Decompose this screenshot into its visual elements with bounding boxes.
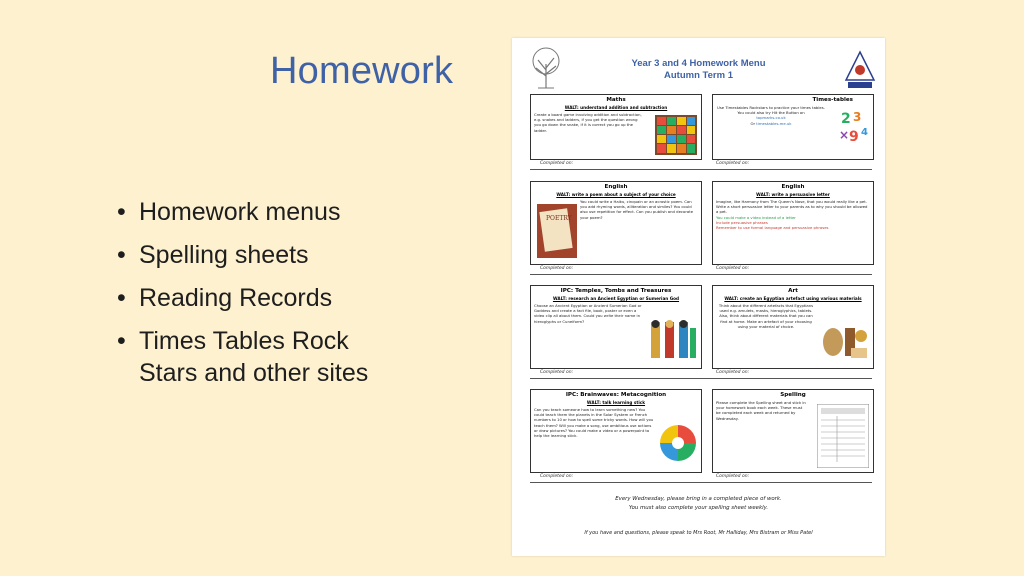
english-letter-red2: Remember to use formal language and persuasive phrases [716,225,829,231]
english-poem-walt: WALT: write a poem about a subject of your choice [556,192,676,197]
times-tables-box [712,94,874,160]
slide-title: Homework [270,50,454,92]
completed-label: Completed on: [540,161,574,166]
maths-walt: WALT: understand addition and subtraction [564,105,668,110]
completed-label: Completed on: [540,474,574,479]
completed-label: Completed on: [716,474,750,479]
egyptian-gods-icon [649,318,697,362]
times-tables-text [713,103,829,128]
english-letter-walt: WALT: write a persuasive letter [756,192,830,197]
ipc-temples-walt: WALT: research an Ancient Egyptian or Sumerian God [552,296,680,301]
numbers-icon [839,109,871,149]
completed-label: Completed on: [716,266,750,271]
art-walt: WALT: create an Egyptian artefact using various materials [724,296,862,301]
doc-title-line1: Year 3 and 4 Homework Menu [631,58,766,69]
english-letter-title: English [781,184,805,190]
times-tables-title: Times-tables [812,97,853,103]
spelling-title: Spelling [780,392,806,398]
ipc-brainwaves-box [530,389,702,473]
english-letter-body: Imagine, like Harmony from The Queen's Nose, that you would really like a pet. Write a short persuasive letter to your parents as to why you should be allowed a pet. [716,199,868,215]
english-poem-box [530,181,702,265]
topmarks-link[interactable]: topmarks.co.uk [756,115,786,121]
spelling-text: Please complete the Spelling sheet and stick in your homework book each week. These must be completed each week and returned by Wednesday. [716,400,806,421]
completed-label: Completed on: [716,370,750,375]
timestables-link[interactable]: timestables.me.uk [756,120,792,126]
svg-text:2: 2 [841,111,851,127]
divider [530,274,872,275]
english-letter-red1: Include persuasive phrases [716,219,768,225]
footer-line1: Every Wednesday, please bring in a completed piece of work. [615,496,782,502]
english-letter-green: You could make a video instead of a letter [716,214,796,220]
maths-text: Create a board game involving addition and subtraction, e.g. snakes and ladders, if you get the question wrong you go down the snake, if it is correct you go up the ladder. [534,112,642,133]
divider [530,378,872,379]
divider [530,482,872,483]
doc-title-line2: Autumn Term 1 [664,70,733,81]
svg-text:3: 3 [853,110,862,124]
times-text3: Or [750,120,756,126]
svg-text:×: × [839,128,850,142]
ipc-brainwaves-text: Can you teach someone how to learn something new? You could teach them the planets in the Solar System or French numbers to 10 or how to spell some tricky words. How will you teach them? Will you make a song, use ambitious use actions or draw pictures? You could make a video or a powerpoint to help the learning stick. [534,407,654,439]
maths-box [530,94,702,160]
ipc-brainwaves-title: IPC: Brainwaves: Metacognition [565,392,667,398]
footer-line2: You must also complete your spelling sheet weekly. [628,505,769,511]
maths-title: Maths [606,97,626,103]
times-text2: You could also try Hit the Button on [737,110,805,116]
completed-label: Completed on: [540,266,574,271]
footer-contact: If you have and questions, please speak to Mrs Root, Mr Halliday, Mrs Bistram or Miss Patel [584,530,813,536]
egyptian-artefacts-icon [821,314,869,362]
english-poem-text: You could write a Haiku, cinquain or an acrostic poem. Can you add rhyming words, alliteration and similes? You could also use repetition for effect. Can you publish and decorate your poem? [580,199,694,220]
bullet-item: • Reading Records [114,282,374,314]
snakes-ladders-board-icon [655,115,697,155]
spelling-sheet-icon [817,404,869,468]
ipc-temples-box [530,285,702,369]
completed-label: Completed on: [540,370,574,375]
english-poem-title: English [604,184,628,190]
svg-text:POETRY: POETRY [546,215,572,222]
ipc-temples-text: Choose an Ancient Egyptian or Ancient Sumerian God or Goddess and create a fact file, book, poster or even a video clip all about them. Could you write their name in hieroglyphs or Cuneiform? [534,303,642,324]
art-text: Think about the different artefacts that Egyptians used e.g. amulets, masks, hieroglyphics, tablets. Also, think about different materials that you can find at home. Make an artefact of your choosing using your material of choice. [718,303,814,329]
completed-label: Completed on: [716,161,750,166]
learning-wheel-icon [659,424,697,462]
bullet-item: • Spelling sheets [114,239,374,271]
svg-text:4: 4 [861,127,868,138]
english-letter-box [712,181,874,265]
footer-weekly [512,495,885,513]
svg-text:9: 9 [849,129,859,145]
doc-title [512,58,885,82]
bullet-list [114,196,374,400]
bullet-item: • Times Tables Rock Stars and other sites [114,325,374,389]
ipc-temples-title: IPC: Temples, Tombs and Treasures [560,288,672,294]
spelling-box [712,389,874,473]
english-letter-text [713,197,873,232]
times-text1: Use Timestables Rockstars to practice your times tables. [717,105,825,110]
homework-menu-document [512,38,885,556]
bullet-item: • Homework menus [114,196,374,228]
art-title: Art [788,288,798,294]
poetry-book-icon [537,204,577,258]
art-box [712,285,874,369]
ipc-brainwaves-walt: WALT: talk learning stick [586,400,646,405]
divider [530,169,872,170]
